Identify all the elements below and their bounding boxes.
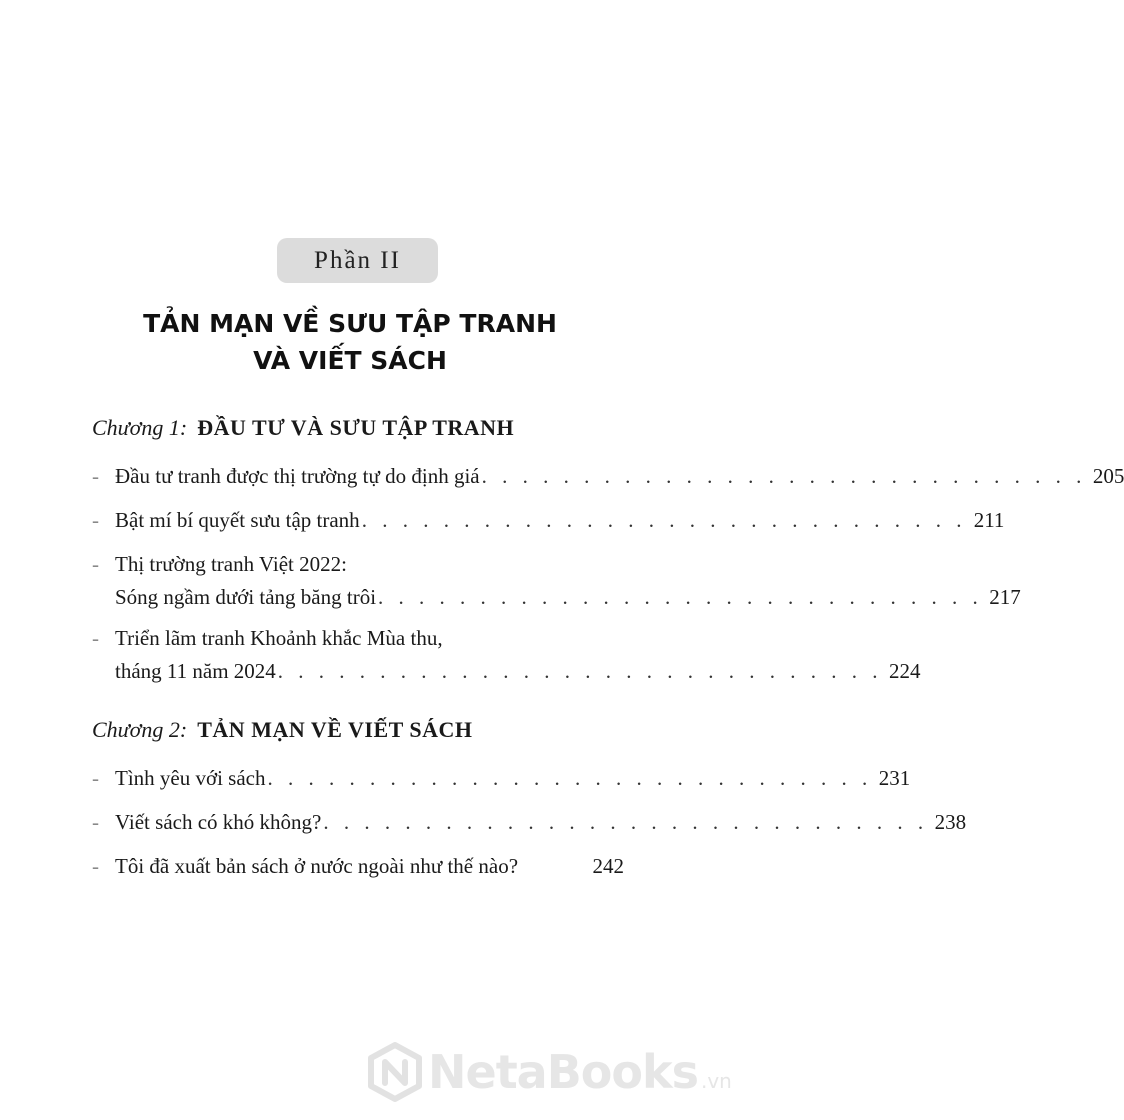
bullet-dash: -: [92, 626, 99, 650]
toc-entry[interactable]: [92, 762, 911, 795]
toc-entry[interactable]: [92, 504, 1005, 537]
chapter-label: Chương 1:: [92, 415, 188, 440]
dot-leader: . . . . . . . . . . . . . . . . . . . . . . . . . . . . . .: [267, 766, 873, 790]
part-title-line-1: TẢN MẠN VỀ SƯU TẬP TRANH: [143, 309, 557, 338]
toc-entry[interactable]: [92, 806, 967, 839]
entry-title-line: tháng 11 năm 2024: [115, 659, 276, 683]
part-label: Phần II: [277, 238, 438, 283]
chapter-label: Chương 2:: [92, 717, 188, 742]
page-number: 211: [973, 508, 1005, 532]
toc-entry[interactable]: [92, 460, 1124, 493]
bullet-dash: -: [92, 766, 99, 790]
netabooks-logo-icon: [368, 1042, 422, 1102]
dot-leader: . . . . . . . . . . . . . . . . . . . . . . . . . . . . . .: [378, 585, 983, 609]
entry-title-line: Triển lãm tranh Khoảnh khắc Mùa thu,: [115, 626, 443, 650]
page-number: 238: [934, 810, 967, 834]
entry-title: Tình yêu với sách: [115, 766, 266, 790]
page-number: 242: [592, 854, 624, 878]
watermark-brand: NetaBooks: [428, 1045, 698, 1099]
entry-title: Viết sách có khó không?: [115, 810, 322, 834]
bullet-dash: -: [92, 810, 99, 834]
dot-leader: . . . . . . . . . . . . . . . . . . . . . . . . . . . . . .: [277, 659, 883, 683]
bullet-dash: -: [92, 464, 99, 488]
entry-title-line: Sóng ngầm dưới tảng băng trôi: [115, 585, 377, 609]
toc-entry[interactable]: [92, 548, 1021, 614]
bullet-dash: -: [92, 508, 99, 532]
chapter-title: TẢN MẠN VỀ VIẾT SÁCH: [197, 717, 473, 742]
part-title: [0, 305, 700, 379]
toc-entry[interactable]: [92, 850, 624, 883]
toc-entry[interactable]: [92, 622, 921, 688]
page-number: 231: [878, 766, 911, 790]
watermark-suffix: .vn: [700, 1069, 732, 1093]
entry-title: Bật mí bí quyết sưu tập tranh: [115, 508, 360, 532]
chapter-2-heading: [92, 717, 473, 743]
chapter-title: ĐẦU TƯ VÀ SƯU TẬP TRANH: [197, 415, 515, 440]
entry-title: Tôi đã xuất bản sách ở nước ngoài như thế nào?: [115, 854, 519, 878]
page-number: 224: [889, 659, 921, 683]
page-number: 205: [1092, 464, 1124, 488]
entry-title-line: Thị trường tranh Việt 2022:: [115, 552, 347, 576]
bullet-dash: -: [92, 854, 99, 878]
netabooks-watermark: [368, 1042, 732, 1102]
dot-leader: . . . . . . . . . . . . . . . . . . . . . . . . . . . . . .: [481, 464, 1087, 488]
dot-leader: . . . . . . . . . . . . . . . . . . . . . . . . . . . . . .: [361, 508, 967, 532]
entry-title: Đầu tư tranh được thị trường tự do định giá: [115, 464, 480, 488]
dot-leader: . . . . . . . . . . . . . . . . . . . . . . . . . . . . . .: [323, 810, 929, 834]
part-title-line-2: VÀ VIẾT SÁCH: [253, 346, 447, 375]
chapter-1-heading: [92, 415, 514, 441]
bullet-dash: -: [92, 552, 99, 576]
page-number: 217: [989, 585, 1021, 609]
